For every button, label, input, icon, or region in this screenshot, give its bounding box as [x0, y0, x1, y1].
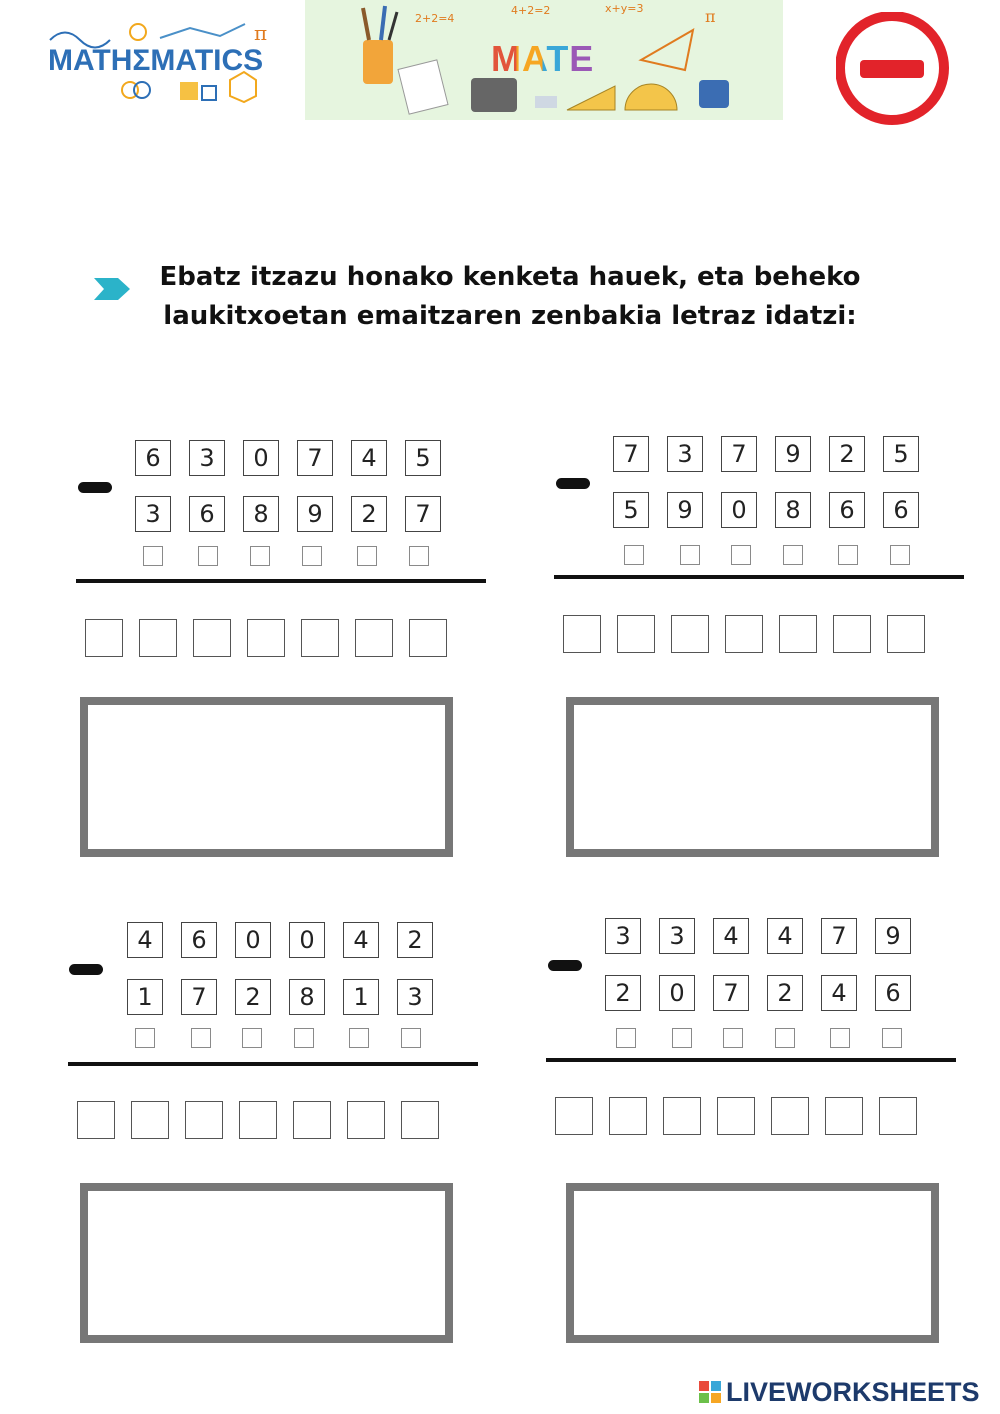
subtrahend-digit: 6 [875, 975, 911, 1011]
answer-digit-box[interactable] [193, 619, 231, 657]
minuend-digit: 4 [351, 440, 387, 476]
mathematics-logo [30, 10, 290, 110]
answer-digit-box[interactable] [887, 615, 925, 653]
subtrahend-digit: 6 [189, 496, 225, 532]
subtrahend-digit: 2 [235, 979, 271, 1015]
brand-text: LIVEWORKSHEETS [726, 1377, 980, 1407]
borrow-box[interactable] [783, 545, 803, 565]
minuend-digit: 7 [297, 440, 333, 476]
minuend-digit: 3 [605, 918, 641, 954]
subtrahend-digit: 1 [343, 979, 379, 1015]
subtrahend-digit: 6 [829, 492, 865, 528]
answer-digit-box[interactable] [247, 619, 285, 657]
minuend-digit: 2 [397, 922, 433, 958]
subtrahend-digit: 2 [351, 496, 387, 532]
answer-digit-box[interactable] [617, 615, 655, 653]
borrow-box[interactable] [198, 546, 218, 566]
minus-sign [69, 964, 103, 975]
borrow-box[interactable] [624, 545, 644, 565]
minuend-digit: 6 [181, 922, 217, 958]
answer-digit-box[interactable] [833, 615, 871, 653]
borrow-box[interactable] [357, 546, 377, 566]
minuend-digit: 7 [721, 436, 757, 472]
minuend-digit: 4 [767, 918, 803, 954]
subtrahend-digit: 0 [721, 492, 757, 528]
minuend-digit: 5 [883, 436, 919, 472]
answer-in-words-box[interactable] [566, 697, 939, 857]
subtrahend-digit: 9 [667, 492, 703, 528]
answer-digit-box[interactable] [139, 619, 177, 657]
borrow-box[interactable] [294, 1028, 314, 1048]
chevron-right-icon [94, 276, 130, 302]
answer-digit-box[interactable] [671, 615, 709, 653]
answer-digit-box[interactable] [725, 615, 763, 653]
subtrahend-digit: 7 [181, 979, 217, 1015]
svg-text:π: π [705, 7, 716, 26]
borrow-box[interactable] [882, 1028, 902, 1048]
subtrahend-digit: 3 [397, 979, 433, 1015]
minuend-digit: 5 [405, 440, 441, 476]
answer-digit-box[interactable] [401, 1101, 439, 1139]
svg-text:2+2=4: 2+2=4 [415, 12, 455, 25]
minuend-digit: 0 [289, 922, 325, 958]
borrow-box[interactable] [838, 545, 858, 565]
answer-digit-box[interactable] [771, 1097, 809, 1135]
minuend-digit: 7 [613, 436, 649, 472]
answer-in-words-box[interactable] [566, 1183, 939, 1343]
minuend-digit: 3 [189, 440, 225, 476]
sum-line [68, 1062, 478, 1066]
minuend-digit: 6 [135, 440, 171, 476]
subtrahend-digit: 9 [297, 496, 333, 532]
answer-digit-box[interactable] [879, 1097, 917, 1135]
borrow-box[interactable] [830, 1028, 850, 1048]
subtrahend-digit: 0 [659, 975, 695, 1011]
answer-in-words-box[interactable] [80, 697, 453, 857]
subtrahend-digit: 7 [405, 496, 441, 532]
answer-digit-box[interactable] [779, 615, 817, 653]
answer-digit-box[interactable] [85, 619, 123, 657]
liveworksheets-logo-icon [698, 1379, 724, 1409]
mate-banner-text [491, 38, 594, 80]
minus-sign [78, 482, 112, 493]
answer-digit-box[interactable] [347, 1101, 385, 1139]
answer-in-words-box[interactable] [80, 1183, 453, 1343]
svg-text:4+2=2: 4+2=2 [511, 4, 551, 17]
instruction-line-1: Ebatz itzazu honako kenketa hauek, eta beheko [159, 262, 861, 292]
minuend-digit: 3 [659, 918, 695, 954]
minuend-digit: 0 [235, 922, 271, 958]
answer-digit-box[interactable] [563, 615, 601, 653]
borrow-box[interactable] [135, 1028, 155, 1048]
subtrahend-digit: 2 [767, 975, 803, 1011]
instruction-text [140, 258, 880, 336]
minuend-digit: 4 [127, 922, 163, 958]
svg-text:x+y=3: x+y=3 [605, 2, 644, 15]
minus-circle-icon [836, 12, 952, 128]
borrow-box[interactable] [890, 545, 910, 565]
minus-sign [556, 478, 590, 489]
math-logo-text: MATHΣMATICS [48, 44, 264, 77]
borrow-box[interactable] [349, 1028, 369, 1048]
subtrahend-digit: 8 [289, 979, 325, 1015]
answer-digit-box[interactable] [663, 1097, 701, 1135]
borrow-box[interactable] [242, 1028, 262, 1048]
minuend-digit: 4 [713, 918, 749, 954]
borrow-box[interactable] [672, 1028, 692, 1048]
sum-line [546, 1058, 956, 1062]
answer-digit-box[interactable] [239, 1101, 277, 1139]
subtrahend-digit: 5 [613, 492, 649, 528]
sum-line [554, 575, 964, 579]
subtrahend-digit: 3 [135, 496, 171, 532]
borrow-box[interactable] [731, 545, 751, 565]
minuend-digit: 9 [775, 436, 811, 472]
answer-digit-box[interactable] [609, 1097, 647, 1135]
borrow-box[interactable] [302, 546, 322, 566]
answer-digit-box[interactable] [355, 619, 393, 657]
mate-banner-word: MATE [491, 38, 595, 79]
subtrahend-digit: 4 [821, 975, 857, 1011]
subtrahend-digit: 7 [713, 975, 749, 1011]
borrow-box[interactable] [143, 546, 163, 566]
minuend-digit: 0 [243, 440, 279, 476]
borrow-box[interactable] [191, 1028, 211, 1048]
borrow-box[interactable] [250, 546, 270, 566]
subtrahend-digit: 6 [883, 492, 919, 528]
subtrahend-digit: 1 [127, 979, 163, 1015]
answer-digit-box[interactable] [77, 1101, 115, 1139]
minus-sign [548, 960, 582, 971]
borrow-box[interactable] [409, 546, 429, 566]
subtrahend-digit: 8 [775, 492, 811, 528]
borrow-box[interactable] [775, 1028, 795, 1048]
subtrahend-digit: 8 [243, 496, 279, 532]
svg-text:π: π [254, 21, 268, 45]
instruction-line-2: laukitxoetan emaitzaren zenbakia letraz idatzi: [163, 301, 857, 331]
mate-banner [305, 0, 783, 120]
sum-line [76, 579, 486, 583]
borrow-box[interactable] [680, 545, 700, 565]
liveworksheets-brand [698, 1377, 994, 1409]
borrow-box[interactable] [723, 1028, 743, 1048]
minuend-digit: 2 [829, 436, 865, 472]
answer-digit-box[interactable] [301, 619, 339, 657]
answer-digit-box[interactable] [131, 1101, 169, 1139]
answer-digit-box[interactable] [293, 1101, 331, 1139]
minuend-digit: 3 [667, 436, 703, 472]
answer-digit-box[interactable] [409, 619, 447, 657]
answer-digit-box[interactable] [717, 1097, 755, 1135]
answer-digit-box[interactable] [825, 1097, 863, 1135]
answer-digit-box[interactable] [185, 1101, 223, 1139]
subtrahend-digit: 2 [605, 975, 641, 1011]
minuend-digit: 7 [821, 918, 857, 954]
minuend-digit: 4 [343, 922, 379, 958]
minuend-digit: 9 [875, 918, 911, 954]
borrow-box[interactable] [616, 1028, 636, 1048]
answer-digit-box[interactable] [555, 1097, 593, 1135]
borrow-box[interactable] [401, 1028, 421, 1048]
